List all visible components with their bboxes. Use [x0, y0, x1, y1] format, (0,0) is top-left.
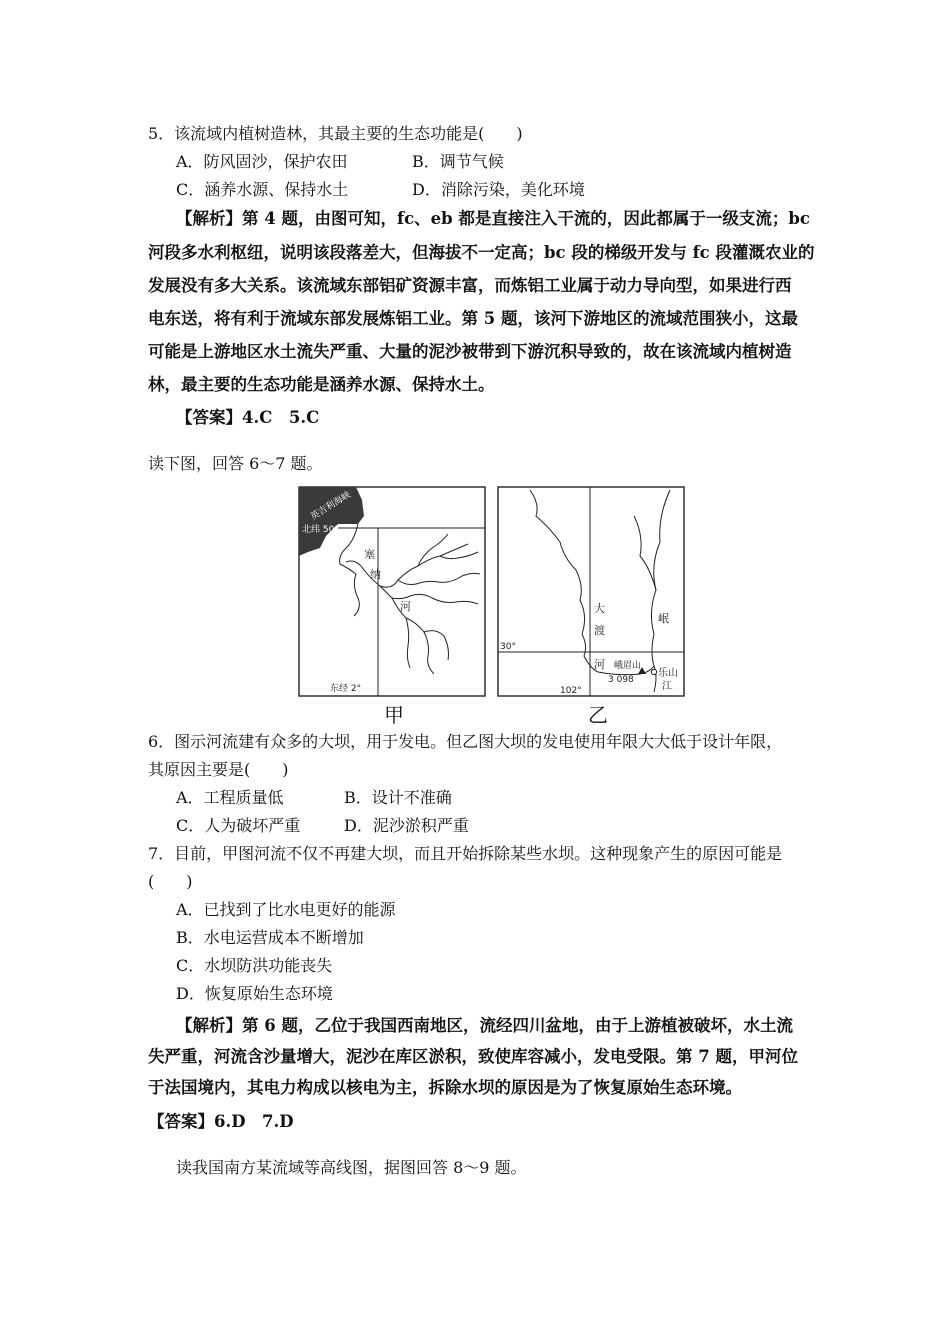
map-figure	[298, 486, 688, 727]
q7-stem-line1: 7．目前，甲图河流不仅不再建大坝，而且开始拆除某些水坝。这种现象产生的原因可能是	[148, 844, 783, 863]
analysis1-line3: 发展没有多大关系。该流域东部铝矿资源丰富，而炼铝工业属于动力导向型，如果进行西	[148, 276, 792, 295]
map-yi-caption: 乙	[588, 703, 608, 727]
q7-option-d: D．恢复原始生态环境	[176, 984, 333, 1003]
analysis2-line2: 失严重，河流含沙量增大，泥沙在库区淤积，致使库容减小，发电受限。第 7 题，甲河位	[148, 1047, 798, 1066]
map-jia-strait-label: 英吉利海峡	[309, 490, 353, 523]
q6-stem-line1: 6．图示河流建有众多的大坝，用于发电。但乙图大坝的发电使用年限大大低于设计年限，	[148, 732, 783, 751]
q5-option-a: A．防风固沙，保护农田	[176, 152, 348, 171]
intro-8-9: 读我国南方某流域等高线图，据图回答 8～9 题。	[176, 1158, 527, 1177]
intro-6-7: 读下图，回答 6～7 题。	[148, 454, 323, 473]
map-jia-river-trib5	[406, 618, 434, 674]
map-jia-river-char-2: 纳	[370, 568, 381, 581]
map-yi-river-dadu	[530, 490, 654, 675]
analysis2-line1: 【解析】第 6 题，乙位于我国西南地区，流经四川盆地，由于上游植被破坏，水土流	[176, 1016, 793, 1035]
q6-option-d: D．泥沙淤积严重	[344, 816, 469, 835]
q7-option-a: A．已找到了比水电更好的能源	[176, 900, 396, 919]
map-yi-river-char-3: 河	[594, 658, 605, 671]
map-jia-river-trib3	[440, 552, 478, 559]
map-jia-coast	[340, 524, 360, 616]
map-yi-elev-label: 3 098	[608, 675, 634, 685]
q7-option-c: C．水坝防洪功能丧失	[176, 956, 333, 975]
map-jia-river-char-3: 河	[400, 600, 411, 613]
q6-option-b: B．设计不准确	[344, 788, 452, 807]
q5-option-d: D．消除污染，美化环境	[412, 180, 585, 199]
map-yi-river-char-2: 渡	[594, 624, 605, 637]
answer1: 【答案】4.C 5.C	[176, 408, 320, 427]
map-jia-river-trib7	[380, 586, 478, 604]
q5-option-c: C．涵养水源、保持水土	[176, 180, 349, 199]
analysis1-line2: 河段多水利枢纽，说明该段落差大，但海拔不一定高；bc 段的梯级开发与 fc 段灌溉农业的	[148, 243, 815, 262]
analysis1-line5: 可能是上游地区水土流失严重、大量的泥沙被带到下游沉积导致的，故在该流域内植树造	[148, 342, 792, 361]
analysis2-line3: 于法国境内，其电力构成以核电为主，拆除水坝的原因是为了恢复原始生态环境。	[148, 1078, 742, 1097]
map-yi-city-label: 乐山	[658, 668, 678, 679]
map-yi-min-char: 岷	[658, 612, 669, 625]
map-yi-river-trib	[634, 516, 656, 590]
q7-stem-line2: ( )	[148, 872, 193, 891]
map-jia-sea	[299, 487, 364, 556]
q5-option-b: B．调节气候	[412, 152, 504, 171]
map-yi-river-min	[651, 490, 670, 692]
analysis1-line1: 【解析】第 4 题，由图可知，fc、eb 都是直接注入干流的，因此都属于一级支流；bc	[176, 209, 810, 228]
map-yi-lon-label: 102°	[560, 686, 582, 696]
map-jia-river-char-1: 塞	[364, 548, 375, 561]
map-jia-river-trib2	[418, 534, 448, 566]
map-yi-city-icon	[651, 669, 656, 674]
map-jia-caption: 甲	[384, 703, 404, 727]
analysis1-line6: 林，最主要的生态功能是涵养水源、保持水土。	[148, 375, 495, 394]
q6-option-c: C．人为破坏严重	[176, 816, 301, 835]
map-jia-river-trib1	[398, 573, 480, 584]
q5-stem: 5．该流域内植树造林，其最主要的生态功能是( )	[148, 124, 523, 143]
q7-option-b: B．水电运营成本不断增加	[176, 928, 364, 947]
map-jia-lat-label: 北纬 50°	[302, 525, 339, 535]
analysis1-line4: 电东送，将有利于流域东部发展炼铝工业。第 5 题，该河下游地区的流域范围狭小，这最	[148, 309, 798, 328]
map-yi-jiang-label: 江	[662, 681, 672, 692]
map-yi-river-char-1: 大	[594, 602, 605, 615]
map-jia-lon-label: 东经 2°	[330, 684, 362, 694]
map-yi-lat-label: 30°	[500, 642, 516, 652]
map-yi-mountain-label: 峨眉山	[614, 661, 642, 671]
answer2: 【答案】6.D 7.D	[148, 1112, 294, 1131]
map-yi-frame	[498, 487, 684, 696]
q6-stem-line2: 其原因主要是( )	[148, 760, 289, 779]
map-svg	[298, 486, 688, 698]
q6-option-a: A．工程质量低	[176, 788, 284, 807]
